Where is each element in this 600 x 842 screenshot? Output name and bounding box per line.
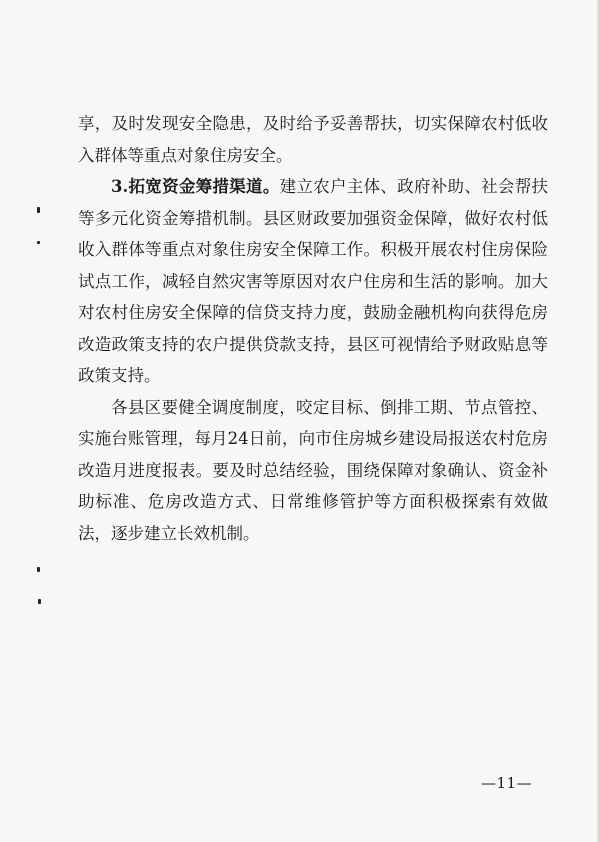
- scan-speck: [37, 567, 40, 572]
- paragraph-scheduling: 各县区要健全调度制度，咬定目标、倒排工期、节点管控、实施台账管理，每月24日前，向市住房城乡建设局报送农村危房改造月进度报表。要及时总结经验，围绕保障对象确认、资金补助标准、危房改造方式、日常维修管护等方面积极探索有效做法，逐步建立长效机制。: [78, 397, 548, 543]
- scan-speck: [37, 241, 40, 244]
- body-text: [78, 108, 548, 549]
- paragraph-funding: [78, 171, 548, 392]
- page-number: —11—: [481, 774, 533, 792]
- section-heading: 3.拓宽资金筹措渠道。: [111, 177, 280, 196]
- paragraph-continuation: 享，及时发现安全隐患，及时给予妥善帮扶，切实保障农村低收入群体等重点对象住房安全。: [78, 114, 548, 165]
- paragraph-funding-text: 建立农户主体、政府补助、社会帮扶等多元化资金筹措机制。县区财政要加强资金保障，做好农村低收入群体等重点对象住房安全保障工作。积极开展农村住房保险试点工作，减轻自然灾害等原因对农户住房和生活的影响。加大对农村住房安全保障的信贷支持力度，鼓励金融机构向获得危房改造政策支持的农户提供贷款支持，县区可视情给予财政贴息等政策支持。: [78, 177, 549, 385]
- scan-speck: [37, 207, 40, 213]
- scan-speck: [38, 599, 41, 604]
